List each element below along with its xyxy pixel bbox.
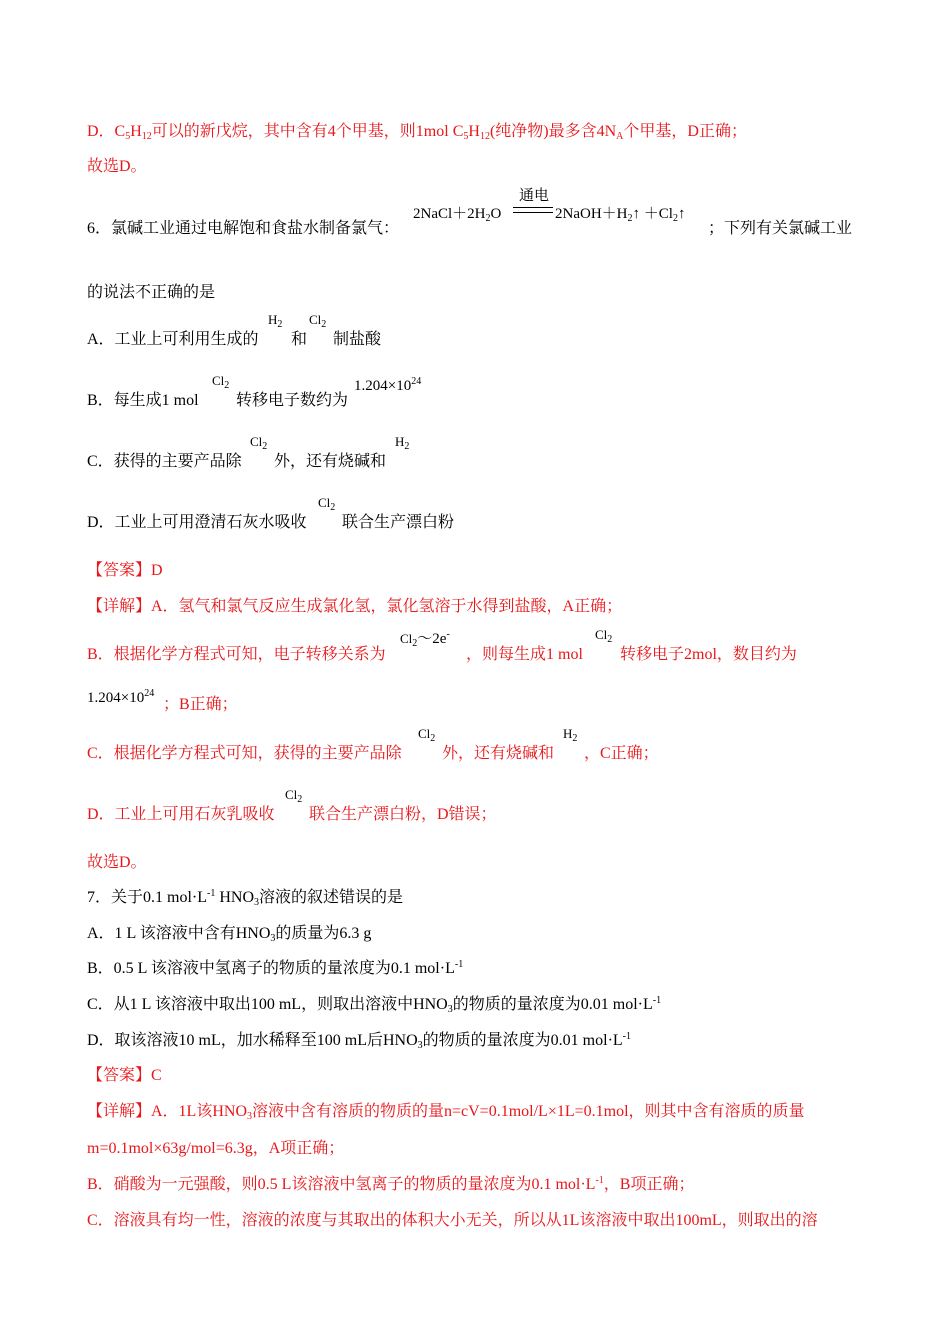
q5-option-d-explanation: D．$C_5H_{12}$可以的新戊烷，其中含有4个甲基，则1mol $C_5H_{12}$(纯净物)最多含$4N_A$个甲基，D正确； [87, 123, 747, 142]
option-a-post: 制盐酸 [333, 331, 382, 348]
formula-h2: $H_2$ [563, 726, 578, 744]
q7-detail-c: C．溶液具有均一性，溶液的浓度与其取出的体积大小无关，所以从1L该溶液中取出100mL，则取出的溶 [87, 1212, 818, 1229]
q6-option-b: B．每生成1 mol [87, 392, 199, 409]
option-b-mid: 转移电子数约为 [236, 392, 349, 409]
q6-answer: 【答案】D [87, 562, 163, 579]
q7-option-a: A．1 L 该溶液中含有$HNO_3$的质量为6.3 g [87, 925, 372, 944]
option-d-post: 联合生产漂白粉 [342, 514, 455, 531]
q7-option-d: D．取该溶液10 mL，加水稀释至100 mL后$HNO_3$的物质的量浓度为0.01 $mol\cdot L^{-1}$ [87, 1031, 632, 1051]
formula-cl2: $Cl_2$ [309, 312, 327, 330]
q7-stem: 7．关于0.1 $mol\cdot L^{-1}$ $HNO_3$溶液的叙述错误的是 [87, 888, 404, 908]
q6-option-d: D．工业上可用澄清石灰水吸收 [87, 514, 307, 531]
formula-cl2: $Cl_2$ [418, 726, 436, 744]
q6-detail-b: B．根据化学方程式可知，电子转移关系为 [87, 646, 386, 663]
formula-cl2: $Cl_2$ [250, 434, 268, 452]
q6-stem-continued: 的说法不正确的是 [87, 284, 216, 301]
formula-cl2: $Cl_2$ [285, 787, 303, 805]
electron-transfer-relation: $Cl_2\sim 2e^-$ [400, 629, 450, 649]
q7-answer: 【答案】C [87, 1067, 162, 1084]
option-c-mid: 外，还有烧碱和 [274, 453, 387, 470]
formula-cl2: $Cl_2$ [212, 373, 230, 391]
detail-b-conclusion: ；B正确； [163, 696, 238, 713]
q7-detail-a-continued: m=0.1mol×63g/mol=6.3g，A项正确； [87, 1140, 345, 1157]
option-a-and: 和 [291, 331, 308, 348]
number-1-204e24: $1.204\times 10^{24}$ [87, 688, 155, 706]
formula-cl2: $Cl_2$ [318, 495, 336, 513]
detail-b-post: 转移电子2mol，数目约为 [620, 646, 797, 663]
q7-detail-a: 【详解】A．1L该$HNO_3$溶液中含有溶质的物质的量n=cV=0.1mol/L×1L=0.1mol，则其中含有溶质的质量 [87, 1103, 805, 1122]
equation-equals-sign [513, 207, 553, 213]
q7-option-c: C．从1 L 该溶液中取出100 mL，则取出溶液中$HNO_3$的物质的量浓度为0.01 $mol\cdot L^{-1}$ [87, 995, 662, 1015]
formula-cl2: $Cl_2$ [595, 627, 613, 645]
q7-detail-b: B．硝酸为一元强酸，则0.5 L该溶液中氢离子的物质的量浓度为0.1 $mol\cdot L^{-1}$，B项正确； [87, 1175, 695, 1193]
q5-conclusion: 故选D。 [87, 158, 147, 175]
q7-option-b: B．0.5 L 该溶液中氢离子的物质的量浓度为0.1 $mol\cdot L^{-1}$ [87, 959, 464, 977]
q6-stem-tail: ；下列有关氯碱工业 [708, 220, 853, 237]
detail-b-mid: ，则每生成1 mol [466, 646, 583, 663]
q6-detail-c: C．根据化学方程式可知，获得的主要产品除 [87, 745, 402, 762]
q6-option-c: C．获得的主要产品除 [87, 453, 242, 470]
q6-conclusion: 故选D。 [87, 854, 147, 871]
detail-c-mid: 外，还有烧碱和 [442, 745, 555, 762]
number-1-204e24: $1.204\times 10^{24}$ [354, 376, 422, 394]
q6-option-a: A．工业上可利用生成的 [87, 331, 259, 348]
formula-h2: $H_2$ [268, 312, 283, 330]
equation-condition: 通电 [518, 188, 549, 204]
q6-equation: $2NaCl+2H_2O$ 通电 $2NaOH+H_2↑$ $+Cl_2↑$ [413, 200, 703, 234]
formula-h2: $H_2$ [395, 434, 410, 452]
q6-detail-a: 【详解】A．氢气和氯气反应生成氯化氢，氯化氢溶于水得到盐酸，A正确； [87, 598, 623, 615]
detail-c-post: ，C正确； [584, 745, 659, 762]
detail-d-post: 联合生产漂白粉，D错误； [309, 806, 497, 823]
q6-detail-d: D．工业上可用石灰乳吸收 [87, 806, 275, 823]
q6-stem: 6．氯碱工业通过电解饱和食盐水制备氯气： [87, 220, 400, 237]
